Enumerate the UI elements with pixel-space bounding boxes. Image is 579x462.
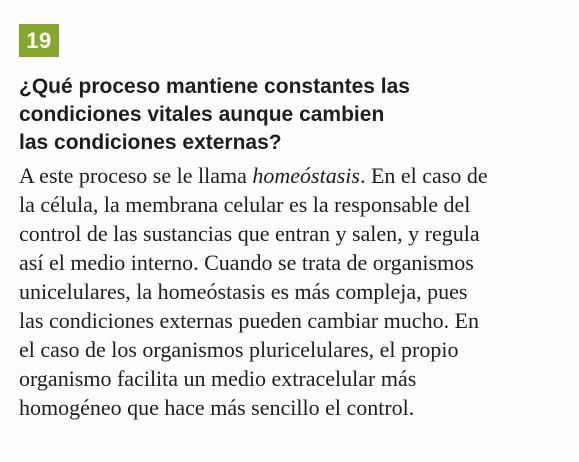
answer-paragraph bbox=[19, 161, 579, 422]
key-term: homeóstasis bbox=[252, 163, 360, 188]
answer-line: así el medio interno. Cuando se trata de organismos bbox=[19, 250, 474, 275]
answer-line: las condiciones externas pueden cambiar mucho. En bbox=[19, 308, 480, 333]
answer-line: unicelulares, la homeóstasis es más compleja, pues bbox=[19, 279, 468, 304]
answer-line bbox=[19, 161, 579, 190]
answer-text: A este proceso se le llama bbox=[19, 163, 253, 188]
question-heading bbox=[19, 73, 579, 157]
answer-line: control de las sustancias que entran y salen, y regula bbox=[19, 221, 480, 246]
answer-line: la célula, la membrana celular es la responsable del bbox=[19, 192, 471, 217]
question-line: ¿Qué proceso mantiene constantes las bbox=[19, 75, 410, 98]
section-number-badge: 19 bbox=[19, 24, 59, 57]
answer-line: organismo facilita un medio extracelular más bbox=[19, 366, 417, 391]
answer-text: . En el caso de bbox=[359, 163, 488, 188]
answer-line: homogéneo que hace más sencillo el control. bbox=[19, 395, 415, 420]
question-line: las condiciones externas? bbox=[19, 131, 282, 154]
answer-line: el caso de los organismos pluricelulares, el propio bbox=[19, 337, 459, 362]
question-line: condiciones vitales aunque cambien bbox=[19, 103, 385, 126]
